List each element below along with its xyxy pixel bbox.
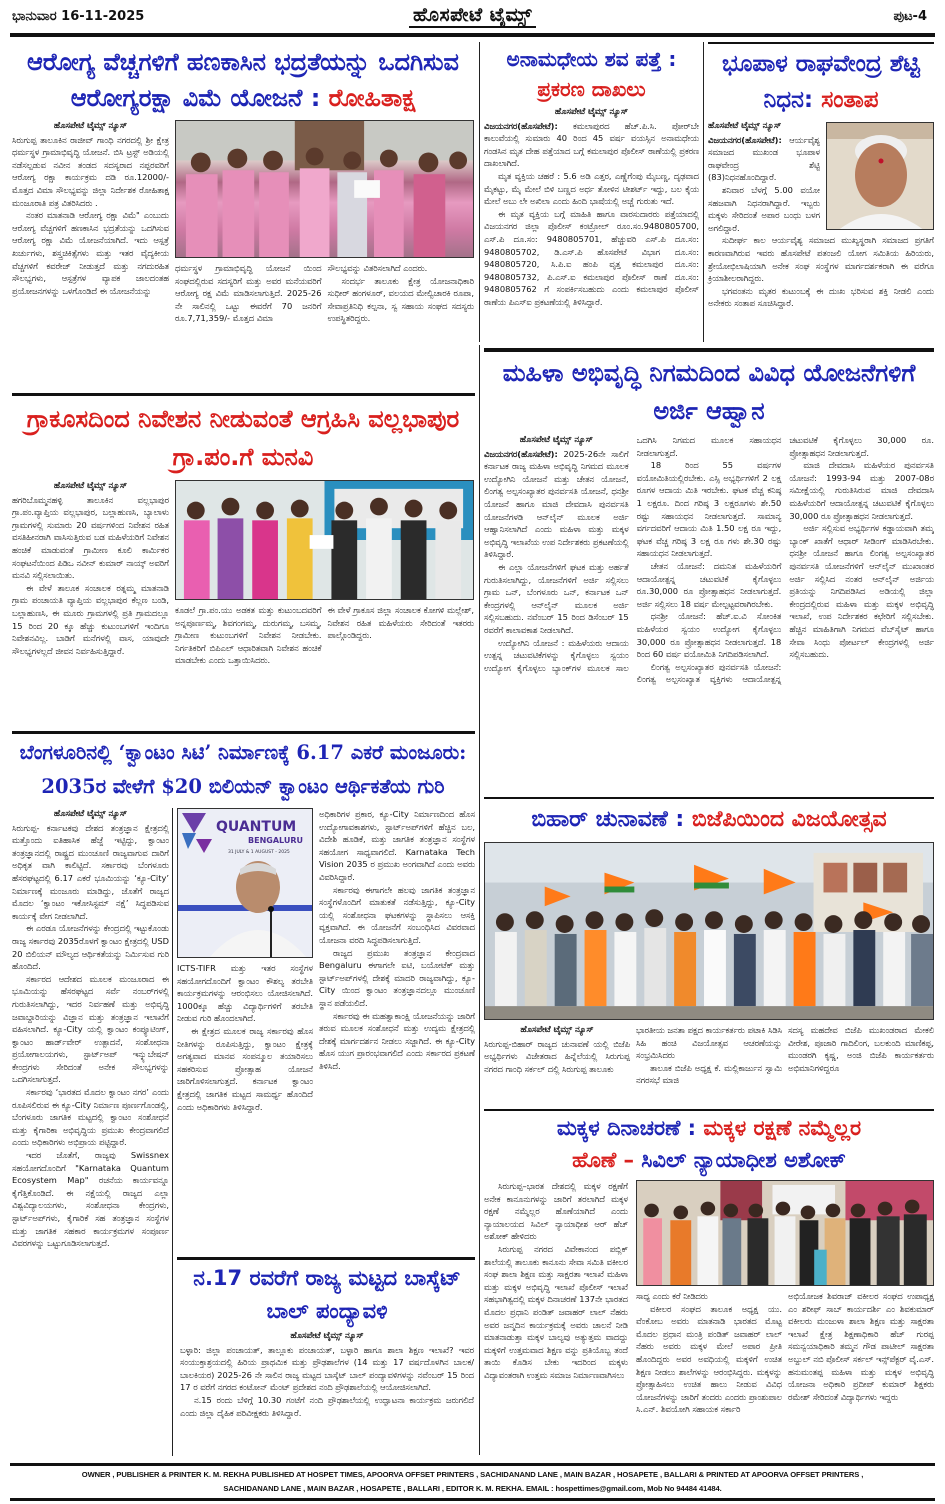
article-headline[interactable]: ಭೂಪಾಳ ರಾಘವೇಂದ್ರ ಶೆಟ್ಟಿ ನಿಧನ: ಸಂತಾಪ xyxy=(722,51,920,113)
article-headline[interactable]: ಮಕ್ಕಳ ದಿನಾಚರಣೆ : ಮಕ್ಕಳ ರಕ್ಷಣೆ ನಮ್ಮೆಲ್ಲರ ಹೊಣೆ – ಸಿವಿಲ್ ನ್ಯಾಯಾಧೀಶ ಅಶೋಕ್ xyxy=(556,1116,862,1172)
imprint-footer xyxy=(10,1463,935,1501)
article-headline[interactable]: ನ.17 ರವರೆಗೆ ರಾಜ್ಯ ಮಟ್ಟದ ಬಾಸ್ಕೆಟ್ ಬಾಲ್ ಪಂದ್ಯಾವಳಿ xyxy=(193,1266,461,1323)
column-divider xyxy=(479,42,480,342)
article-basketball xyxy=(180,1262,474,1419)
article-body: ಹೊಸಪೇಟೆ ಟೈಮ್ಸ್ ನ್ಯೂಸ್ ವಿಜಯನಗರ(ಹೊಸಪೇಟೆ): 2025-26ನೇ ಸಾಲಿಗೆ ಕರ್ನಾಟಕ ರಾಜ್ಯ ಮಹಿಳಾ ಅಭಿವೃದ್ಧಿ ನಿಗಮದ ಮೂಲಕ ಉದ್ಯೋಗಿನಿ ಯೋಜನೆ ಮತ್ತು ಚೇತನ ಯೋಜನೆ, ಲಿಂಗತ್ವ ಅಲ್ಪಸಂಖ್ಯಾತರ ಪುನರ್ವಸತಿ ಯೋಜನೆ, ಧನಶ್ರೀ ಯೋಜನೆ ಹಾಗೂ ಮಾಜಿ ದೇವದಾಸಿ ಪುನರ್ವಸತಿ ಯೋಜನೆಗಳಡಿ ಆನ್‌ಲೈನ್ ಮೂಲಕ ಅರ್ಜಿ ಆಹ್ವಾನಿಸಲಾಗಿದೆ ಎಂದು ಮಹಿಳಾ ಮತ್ತು ಮಕ್ಕಳ ಅಭಿವೃದ್ಧಿ ಇಲಾಖೆಯ ಉಪ ನಿರ್ದೇಶಕರು ಪ್ರಕಟಣೆಯಲ್ಲಿ ತಿಳಿಸಿದ್ದಾರೆ. ಈ ಎಲ್ಲಾ ಯೋಜನೆಗಳಿಗೆ ಘಟಕ ಮತ್ತು ಅರ್ಹತೆ ಗುರುತಿಸಲಾಗಿದ್ದು, ಯೋಜನೆಗಳಿಗೆ ಅರ್ಜಿ ಸಲ್ಲಿಸಲು ಗ್ರಾಮ ಒನ್, ಬೆಂಗಳೂರು ಒನ್, ಕರ್ನಾಟಕ ಒನ್ ಕೇಂದ್ರಗಳಲ್ಲಿ ಆನ್‌ಲೈನ್ ಮೂಲಕ ಅರ್ಜಿ ಸಲ್ಲಿಸಬಹುದು. ನವೆಂಬರ್ 15 ರಿಂದ ಡಿಸೆಂಬರ್ 15 ರವರೆಗೆ ಕಾಲಾವಕಾಶ ನೀಡಲಾಗಿದೆ. ಉದ್ಯೋಗಿನಿ ಯೋಜನೆ : ಮಹಿಳೆಯರು ಆದಾಯ ಉತ್ಪನ್ನ ಚಟುವಟಿಕೆಗಳನ್ನು ಕೈಗೊಳ್ಳಲು ಸ್ವಯಂ ಉದ್ಯೋಗ ಕೈಗೊಳ್ಳಲು ಬ್ಯಾಂಕ್‌ಗಳ ಮೂಲಕ ಸಾಲ ಒದಗಿಸಿ ನಿಗಮದ ಮೂಲಕ ಸಹಾಯಧನ ನೀಡಲಾಗುತ್ತದೆ. 18 ರಿಂದ 55 ವರ್ಷಗಳ ವಯೋಮಿತಿಯಲ್ಲಿರಬೇಕು. ಎಸ್ಸಿ ಅಭ್ಯರ್ಥಿಗಳಿಗೆ 2 ಲಕ್ಷ ರೂಗಳ ಆದಾಯ ಮಿತಿ ಇರಬೇಕು. ಘಟಕ ವೆಚ್ಚ ಕನಿಷ್ಠ 1 ಲಕ್ಷರೂ. ದಿಂದ ಗರಿಷ್ಠ 3 ಲಕ್ಷರೂಗಳು ಶೇ.50 ರಷ್ಟು ಸಹಾಯಧನ ನೀಡಲಾಗುತ್ತದೆ. ಸಾಮಾನ್ಯ ವರ್ಗದವರಿಗೆ ಆದಾಯ ಮಿತಿ 1.50 ಲಕ್ಷ ರೂ ಇದ್ದು, ಘಟಕ ವೆಚ್ಚ ಗರಿಷ್ಠ 3 ಲಕ್ಷ ರೂ ಗಳು ಶೇ.30 ರಷ್ಟು ಸಹಾಯಧನ ನೀಡಲಾಗುತ್ತದೆ. ಚೇತನ ಯೋಜನೆ: ದಮನಿತ ಮಹಿಳೆಯರಿಗೆ ಆದಾಯೋತ್ಪನ್ನ ಚಟುವಟಿಕೆ ಕೈಗೊಳ್ಳಲು ರೂ.30,000 ರೂ ಪ್ರೋತ್ಸಾಹಧನ ನೀಡಲಾಗುತ್ತದೆ. ಅರ್ಜಿ ಸಲ್ಲಿಸಲು 18 ವರ್ಷ ಮೇಲ್ಪಟ್ಟವರಾಗಿರಬೇಕು. ಧನಶ್ರೀ ಯೋಜನೆ: ಹೆಚ್.ಐ.ವಿ ಸೋಂಕಿತ ಮಹಿಳೆಯರ ಸ್ವಯಂ ಉದ್ಯೋಗ ಕೈಗೊಳ್ಳಲು 30,000 ರೂ ಪ್ರೋತ್ಸಾಹಧನ ನೀಡಲಾಗುತ್ತದೆ. 18 ರಿಂದ 60 ವರ್ಷ ವಯೋಮಿತಿ ನಿಗದಿಪಡಿಸಲಾಗಿದೆ. ಲಿಂಗತ್ವ ಅಲ್ಪಸಂಖ್ಯಾತರ ಪುನರ್ವಸತಿ ಯೋಜನೆ: ಲಿಂಗತ್ವ ಅಲ್ಪಸಂಖ್ಯಾತ ವ್ಯಕ್ತಿಗಳು ಆದಾಯೋತ್ಪನ್ನ ಚಟುವಟಿಕೆ ಕೈಗೊಳ್ಳಲು 30,000 ರೂ. ಪ್ರೋತ್ಸಾಹಧನ ನೀಡಲಾಗುತ್ತದೆ. ಮಾಜಿ ದೇವದಾಸಿ ಮಹಿಳೆಯರ ಪುನರ್ವಸತಿ ಯೋಜನೆ: 1993-94 ಮತ್ತು 2007-08ರ ಸಮೀಕ್ಷೆಯಲ್ಲಿ ಗುರುತಿಸಿರುವ ಮಾಜಿ ದೇವದಾಸಿ ಮಹಿಳೆಯರಿಗೆ ಆದಾಯೋತ್ಪನ್ನ ಚಟುವಟಿಕೆ ಕೈಗೊಳ್ಳಲು 30,000 ರೂ ಪ್ರೋತ್ಸಾಹಧನ ನೀಡಲಾಗುತ್ತದೆ. ಅರ್ಜಿ ಸಲ್ಲಿಸುವ ಅಭ್ಯರ್ಥಿಗಳ ಕಡ್ಡಾಯವಾಗಿ ತಮ್ಮ ಬ್ಯಾಂಕ್ ಖಾತೆಗೆ ಆಧಾರ್ ಸೀಡಿಂಗ್ ಮಾಡಿಸಿರಬೇಕು. ಧನಶ್ರೀ ಯೋಜನೆ ಹಾಗೂ ಲಿಂಗತ್ವ ಅಲ್ಪಸಂಖ್ಯಾತರ ಪುನರ್ವಸತಿ ಯೋಜನೆಗಳಿಗೆ ಆನ್‌ಲೈನ್ ಮುಖಾಂತರ ಅರ್ಜಿ ಸಲ್ಲಿಸಿದ ನಂತರ ಆನ್‌ಲೈನ್ ಅರ್ಜಿಯ ಪ್ರತಿಯನ್ನು ನಿಗದಿಪಡಿಸಿದ ಅಡಿಯಲ್ಲಿ ಜಿಲ್ಲಾ ಕೇಂದ್ರದಲ್ಲಿರುವ ಮಹಿಳಾ ಮತ್ತು ಮಕ್ಕಳ ಅಭಿವೃದ್ಧಿ ಇಲಾಖೆ, ಉಪ ನಿರ್ದೇಶಕರ ಕಛೇರಿಗೆ ಸಲ್ಲಿಸಬೇಕು. ಹೆಚ್ಚಿನ ಮಾಹಿತಿಗಾಗಿ ನಿಗಮದ ವೆಬ್‌ಸೈಟ್ ಹಾಗೂ ಸೇವಾ ಸಿಂಧು ಪೋರ್ಟಲ್ ಕೇಂದ್ರಗಳಲ್ಲಿ ಅರ್ಜಿ ಸಲ್ಲಿಸಬಹುದು. xyxy=(484,435,934,685)
byline: ಹೊಸಪೇಟೆ ಟೈಮ್ಸ್ ನ್ಯೂಸ್ xyxy=(708,121,782,131)
footer-rule xyxy=(10,1498,935,1501)
byline: ಹೊಸಪೇಟೆ ಟೈಮ್ಸ್ ನ್ಯೂಸ್ xyxy=(290,1331,364,1341)
article-body: ಹೊಸಪೇಟೆ ಟೈಮ್ಸ್ ನ್ಯೂಸ್ ಬಳ್ಳಾರಿ: ಜಿಲ್ಲಾ ಪಂಚಾಯತ್, ತಾಲ್ಲೂಕು ಪಂಚಾಯತ್, ಬಳ್ಳಾರಿ ಹಾಗೂ ಶಾಲಾ ಶಿಕ್ಷಣ ಇಲಾಖೆ? ಇವರ ಸಂಯುಕ್ತಾಶ್ರಯದಲ್ಲಿ ಹಿರಿಯ ಪ್ರಾಥಮಿಕ ಮತ್ತು ಪ್ರೌಢಶಾಲೆಗಳ (14 ಮತ್ತು 17 ವರ್ಷದೊಳಗಿನ ಬಾಲಕ/ಬಾಲಕಿಯರ) 2025-26 ನೇ ಸಾಲಿನ ರಾಜ್ಯ ಮಟ್ಟದ ಬಾಸ್ಕೆಟ್ ಬಾಲ್ ಪಂದ್ಯಾವಳಿಗಳನ್ನು ನವೆಂಬರ್ 15 ರಿಂದ 17 ರ ವರೆಗೆ ನಗರದ ಕಂಟೋನ್ ಮೆಂಟ್ ಪ್ರದೇಶದ ನಂದಿ ಪ್ರೌಢಶಾಲೆಯಲ್ಲಿ ಆಯೋಜಿಸಲಾಗಿದೆ. ನ.15 ರಂದು ಬೆಳಿಗ್ಗೆ 10.30 ಗಂಟೆಗೆ ನಂದಿ ಪ್ರೌಢಶಾಲೆಯಲ್ಲಿ ಉದ್ಘಾಟನಾ ಕಾರ್ಯಕ್ರಮ ಜರುಗಲಿದೆ ಎಂದು ಜಿಲ್ಲಾ ದೈಹಿಕ ಪರಿವೀಕ್ಷಕರು ತಿಳಿಸಿದ್ದಾರೆ. xyxy=(180,1331,474,1418)
article-body: ಹೊಸಪೇಟೆ ಟೈಮ್ಸ್ ನ್ಯೂಸ್ ವಿಜಯನಗರ(ಹೊಸಪೇಟೆ): ಆರ್ಯವೈಶ್ಯ ಸಮಾಜದ ಮುಖಂಡ ಭೂಪಾಳ ರಾಘವೇಂದ್ರ ಶೆಟ್ಟಿ (83)ನಿಧನಹೊಂದಿದ್ದಾರೆ. ಶನಿವಾರ ಬೆಳಗ್ಗೆ 5.00 ವಯೋ ಸಹಜವಾಗಿ ನಿಧನರಾಗಿದ್ದಾರೆ. ಇಬ್ಬರು ಮಕ್ಕಳು ಸೇರಿದಂತೆ ಅಪಾರ ಬಂಧು ಬಳಗ ಅಗಲಿದ್ದಾರೆ. ಸುದೀರ್ಘ ಕಾಲ ಆರ್ಯವೈಶ್ಯ ಸಮಾಜದ ಮುಖ್ಯಸ್ಥರಾಗಿ ಸಮಾಜದ ಪ್ರಗತಿಗೆ ಕಾರಣವಾಗಿರುವ ಇವರು ಹೊಸಪೇಟೆ ಪತಂಜಲಿ ಯೋಗ ಸಮಿತಿಯ ಹಿರಿಯರು, ಶ್ರೇಯೋಭಿಲಾಷಿಯಾಗಿ ಅನೇಕ ಸಂಘ ಸಂಸ್ಥೆಗಳ ಮಾರ್ಗದರ್ಶಕರಾಗಿ ಈ ವರೆಗೂ ಕ್ರಿಯಾಶೀಲರಾಗಿದ್ದರು. ಭಗವಂತನು ಮೃತರ ಕುಟುಂಬಕ್ಕೆ ಈ ದುಃಖ ಭರಿಸುವ ಶಕ್ತಿ ನೀಡಲಿ ಎಂದು ಅನೇಕರು ಸಂತಾಪ ಸೂಚಿಸಿದ್ದಾರೆ. xyxy=(708,121,934,309)
imprint-line-1: OWNER , PUBLISHER & PRINTER K. M. REKHA PUBLISHED AT HOSPET TIMES, APOORVA OFFSET PRINTERS , SACHIDANAND LANE , MAIN BAZAR , HOSAPETE , BALLARI & PRINTED AT APOORVA OFFSET PRINTERS , xyxy=(81,1470,864,1479)
section-rule xyxy=(177,1257,475,1260)
imprint-line-2: SACHIDANAND LANE , MAIN BAZAR , HOSAPETE , BALLARI , EDITOR K. M. REKHA. EMAIL : hospettimes@gmail.com, Mob No 94484 41484. xyxy=(223,1484,722,1493)
portrait-photo xyxy=(826,122,934,230)
article-body: ಹೊಸಪೇಟೆ ಟೈಮ್ಸ್ ನ್ಯೂಸ್ ಹಗರಿಬೊಮ್ಮನಹಳ್ಳಿ ತಾಲೂಕಿನ ವಲ್ಲಭಾಪುರ ಗ್ರಾ.ಪಂ.ವ್ಯಾಪ್ತಿಯ ವಲ್ಲಭಾಪುರ, ಬಲ್ಲಾಹುಣಸಿ, ಬ್ಯಾಲಾಳು ಗ್ರಾಮಗಳಲ್ಲಿ ಸುಮಾರು 20 ವರ್ಷಗಳಿಂದ ನಿವೇಶನ ರಹಿತ ವಸತಿಹೀನರಾಗಿ ವಾಸಿಸುತ್ತಿರುವ ಬಡ ಮಹಿಳೆಯರಿಗೆ ನಿವೇಶನ ಹಂಚಿಕೆ ಮಾಡುವಂತೆ ಗ್ರಾಮೀಣ ಕೂಲಿ ಕಾರ್ಮಿಕರ ಸಂಘಟನೆಯಿಂದ ಪಿಡಿಒ ನವೀನ್ ಕುಮಾರ್ ನಾಯ್ಕ್ ಅವರಿಗೆ ಮನವಿ ಸಲ್ಲಿಸಲಾಯಿತು. ಈ ವೇಳೆ ತಾಲೂಕ ಸಂಚಾಲಕ ರತ್ನಮ್ಮ ಮಾತನಾಡಿ ಗ್ರಾಮ ಪಂಚಾಯತಿ ವ್ಯಾಪ್ತಿಯ ವಲ್ಲಭಾಪುರ ಕೆಲ್ಲಣ ಬಂಡಿ, ಬಲ್ಲಾಹುಣಸಿ, ಈ ಮೂರು ಗ್ರಾಮಗಳಲ್ಲಿ ಪ್ರತಿ ಗ್ರಾಮದಲ್ಲೂ 15 ರಿಂದ 20 ಕ್ಕೂ ಹೆಚ್ಚು ಕುಟುಂಬಗಳಿಗೆ ಇಂದಿಗೂ ನಿವೇಶನವಿಲ್ಲ. ಬಾಡಿಗೆ ಮನೆಗಳಲ್ಲಿ ವಾಸ, ಯಾವುದೇ ಸೌಲಭ್ಯಗಳಲ್ಲದೆ ಜೀವನ ನಿರ್ವಹಿಸುತ್ತಿದ್ದಾರೆ. xyxy=(12,481,169,656)
newspaper-title: ಹೊಸಪೇಟೆ ಟೈಮ್ಸ್ xyxy=(0,4,945,26)
banner-title: QUANTUM xyxy=(216,819,297,835)
byline: ಹೊಸಪೇಟೆ ಟೈಮ್ಸ್ ನ್ಯೂಸ್ xyxy=(554,107,629,117)
byline: ಹೊಸಪೇಟೆ ಟೈಮ್ಸ್ ನ್ಯೂಸ್ xyxy=(519,435,593,445)
section-rule xyxy=(12,393,475,396)
article-quantum xyxy=(12,736,474,804)
article-bhupala xyxy=(708,40,934,310)
byline: ಹೊಸಪೇಟೆ ಟೈಮ್ಸ್ ನ್ಯೂಸ್ xyxy=(53,809,128,819)
page-number: ಪುಟ-4 xyxy=(893,9,927,24)
article-headline[interactable]: ಅನಾಮಧೇಯ ಶವ ಪತ್ತೆ : ಪ್ರಕರಣ ದಾಖಲು xyxy=(506,47,677,101)
section-rule xyxy=(484,348,934,352)
byline: ಹೊಸಪೇಟೆ ಟೈಮ್ಸ್ ನ್ಯೂಸ್ xyxy=(53,481,128,491)
article-arogya: ಆರೋಗ್ಯ ವೆಚ್ಚಗಳಿಗೆ ಹಣಕಾಸಿನ ಭದ್ರತೆಯನ್ನು ಒದಗಿಸುವ ಆರೋಗ್ಯರಕ್ಷಾ ವಿಮೆ ಯೋಜನೆ : ರೋಹಿತಾಕ್ಷ ಹೊಸಪೇಟೆ ಟೈಮ್ಸ್ ನ್ಯೂಸ್ ಸಿರುಗುಪ್ಪ ತಾಲೂಕಿನ ರಾಜೀವ್ ಗಾಂಧಿ ನಗರದಲ್ಲಿ ಶ್ರೀ ಕ್ಷೇತ್ರ ಧರ್ಮಸ್ಥಳ ಗ್ರಾಮಾಭಿವೃದ್ಧಿ ಯೋಜನೆ. ಬಿಸಿ ಟ್ರಸ್ಟ್ ಅಡಿಯಲ್ಲಿ ನಡೆಸಲ್ಪಡುವ ನವೀನ ತಂಡದ ಸದಸ್ಯರಾದ ನಪ್ಪರವರಿಗೆ ಆರೋಗ್ಯ ರಕ್ಷಾ ಕಾರ್ಯಕ್ರಮ ದಡಿ ರೂ.12000/- ಮೊತ್ತದ ವಿಮಾ ಸೌಲಭ್ಯವನ್ನು ಜಿಲ್ಲಾ ನಿರ್ದೇಶಕ ರೋಹಿತಾಕ್ಷ ಮಂಜೂರಾತಿ ಪತ್ರ ವಿತರಿಸಿದರು . ನಂತರ ಮಾತನಾಡಿ ಆರೋಗ್ಯ ರಕ್ಷಾ ವಿಮೆ" ಎಂಬುದು ಆರೋಗ್ಯ ವೆಚ್ಚಗಳಿಗೆ ಹಣಕಾಸಿನ ಭದ್ರತೆಯನ್ನು ಒದಗಿಸುವ ಆರೋಗ್ಯ ರಕ್ಷಾ ವಿಮೆ ಯೋಜನೆಯಾಗಿದೆ. ಇದು ಆಸ್ಪತ್ರೆ ಖರ್ಚುಗಳು, ಶಸ್ತ್ರಚಿಕಿತ್ಸೆಗಳು ಮತ್ತು ಇತರ ವೈದ್ಯಕೀಯ ವೆಚ್ಚಗಳಿಗೆ ಕವರೇಜ್ ನೀಡುತ್ತದೆ ಮತ್ತು ನಗದುರಹಿತ ಸೌಲಭ್ಯಗಳು, ಆಸ್ಪತ್ರೆಗಳ ವ್ಯಾಪಕ ಜಾಲದಂತಹ ಪ್ರಯೋಜನಗಳನ್ನು ಒಳಗೊಂಡಿದೆ ಈ ಯೋಜನೆಯನ್ನು ಧರ್ಮಸ್ಥಳ ಗ್ರಾಮಾಭಿವೃದ್ಧಿ ಯೋಜನೆ ಯಿಂದ ಸಂಘದಲ್ಲಿರುವ ಸದಸ್ಯರಿಗೆ ಮತ್ತು ಅವರ ಮನೆಯವರಿಗೆ ಆರೋಗ್ಯ ರಕ್ಷ ವಿಮೆ ಮಾಡಿಸಲಾಗುತ್ತಿದೆ. 2025-26 ನೇ ಸಾಲಿನಲ್ಲಿ ಒಟ್ಟು ಈವರೆಗೆ 70 ಜನರಿಗೆ ರೂ.7,71,359/- ಮೊತ್ತದ ವಿಮಾ ಸೌಲಭ್ಯವನ್ನು ವಿತರಿಸಲಾಗಿದೆ ಎಂದರು. ಸಂದರ್ಭ ತಾಲೂಕು ಕ್ಷೇತ್ರ ಯೋಜನಾಧಿಕಾರಿ ಸುಧೀರ್ ಹಂಗಳೂರ್, ವಲಯದ ಮೇಲ್ವಿಚಾರಕಿ ರೂಪಾ, ಸೇವಾಪ್ರತಿನಿಧಿ ಕಲ್ಪನಾ, ಸ್ವ ಸಹಾಯ ಸಂಘದ ಸದಸ್ಯರು ಉಪಸ್ಥಿತರಿದ್ದರು. xyxy=(12,40,474,390)
byline: ಹೊಸಪೇಟೆ ಟೈಮ್ಸ್ ನ್ಯೂಸ್ xyxy=(520,1025,594,1035)
section-rule xyxy=(484,797,934,799)
photo-women-group xyxy=(175,120,474,258)
photo-petition xyxy=(175,480,474,600)
article-bihar: ಬಿಹಾರ್ ಚುನಾವಣೆ : ಬಿಜೆಪಿಯಿಂದ ವಿಜಯೋತ್ಸವ ಹೊಸಪೇಟೆ ಟೈಮ್ಸ್ ನ್ಯೂಸ್ ಸಿರುಗುಪ್ಪ-ಬಿಹಾರ್ ರಾಜ್ಯದ ಚುನಾವಣೆ ಯಲ್ಲಿ ಬಿಜೆಪಿ ಅಭ್ಯರ್ಥಿಗಳು ವಿಜೇತರಾದ ಹಿನ್ನೆಲೆಯಲ್ಲಿ ಸಿರುಗುಪ್ಪ ನಗರದ ಗಾಂಧಿ ಸರ್ಕಲ್ ದಲ್ಲಿ ಸಿರುಗುಪ್ಪ ತಾಲೂಕು ಭಾರತೀಯ ಜನತಾ ಪಕ್ಷದ ಕಾರ್ಯಕರ್ತರು ಪಟಾಕಿ ಸಿಡಿಸಿ ಸಿಹಿ ಹಂಚಿ ವಿಜಯೋತ್ಸವ ಆಚರಣೆಯನ್ನು ಸಂಭ್ರಮಿಸಿದರು ತಾಲೂಕ ಬಿಜೆಪಿ ಅಧ್ಯಕ್ಷ ಕೆ. ಮಲ್ಲಿಕಾರ್ಜುನ ಸ್ವಾಮಿ ನಗರಸಭೆ ಮಾಜಿ ಸದಸ್ಯ ಮಹದೇವ ಬಿಜೆಪಿ ಮುಖಂಡರಾದ ಮೇಕಲಿ ವೀರೇಶ, ಪೂಜಾರಿ ಗಾದಿಲಿಂಗ, ಬಲಕುಂದಿ ಮಾಣಿಕಪ್ಪ, ಮುಂಡರಗಿ ಕೃಷ್ಣ, ಅಂಜಿ ಬಿಜೆಪಿ ಕಾರ್ಯಕರ್ತರು ಅಭಿಮಾನಿಗಳಿದ್ದರೂ xyxy=(484,802,934,1098)
article-mahila xyxy=(484,354,934,792)
column-divider xyxy=(703,42,704,342)
photo-childrens-day xyxy=(636,1180,934,1286)
issue-date: ಭಾನುವಾರ 16-11-2025 xyxy=(12,9,145,24)
article-childrens-day: ಮಕ್ಕಳ ದಿನಾಚರಣೆ : ಮಕ್ಕಳ ರಕ್ಷಣೆ ನಮ್ಮೆಲ್ಲರ ಹೊಣೆ – ಸಿವಿಲ್ ನ್ಯಾಯಾಧೀಶ ಅಶೋಕ್ ಸಿರುಗುಪ್ಪ–ಭಾರತ ದೇಶದಲ್ಲಿ ಮಕ್ಕಳ ರಕ್ಷಣೆಗೆ ಅನೇಕ ಕಾನೂನುಗಳನ್ನು ಜಾರಿಗೆ ತರಲಾಗಿದೆ ಮಕ್ಕಳ ರಕ್ಷಣೆ ನಮ್ಮೆಲ್ಲರ ಹೊಣೆಯಾಗಿದೆ ಎಂದು ನ್ಯಾಯಾಲಯದ ಸಿವಿಲ್ ನ್ಯಾಯಾಧೀಶ ಆರ್ ಹೆಚ್ ಅಶೋಕ್ ಹೇಳಿದರು ಸಿರುಗುಪ್ಪ ನಗರದ ವಿವೇಕಾನಂದ ಪಬ್ಲಿಕ್ ಶಾಲೆಯಲ್ಲಿ ತಾಲೂಕು ಕಾನೂನು ಸೇವಾ ಸಮಿತಿ ವಕೀಲರ ಸಂಘ ಶಾಲಾ ಶಿಕ್ಷಣ ಮತ್ತು ಸಾಕ್ಷರತಾ ಇಲಾಖೆ ಮಹಿಳಾ ಮತ್ತು ಮಕ್ಕಳ ಅಭಿವೃದ್ಧಿ ಇಲಾಖೆ ಪೊಲೀಸ್ ಇಲಾಖೆ ಸಹಭಾಗಿತ್ವದಲ್ಲಿ ಮಕ್ಕಳ ದಿನಾಚರಣೆ 137ನೇ ಭಾರತದ ಮೊದಲ ಪ್ರಧಾನಿ ಪಂಡಿತ್ ಜವಾಹರ್ ಲಾಲ್ ನೆಹರು ಅವರ ಜನ್ಮದಿನ ಕಾರ್ಯಕ್ರಮಕ್ಕೆ ಅವರು ಚಾಲನೆ ನೀಡಿ ಮಾತನಾಡುತ್ತಾ ಮಕ್ಕಳ ಬಾಲ್ಯವು ಅತ್ಯುತ್ತಮ ವಾದದ್ದು ಮಕ್ಕಳಿಗೆ ಉತ್ತಮವಾದ ಶಿಕ್ಷಣ ವನ್ನು ಪ್ರತಿಯೊಬ್ಬ ತಂದೆ ತಾಯಿ ಕೊಡಿಸ ಬೇಕು ಇದರಿಂದ ಮಕ್ಕಳು ವಿದ್ಯಾವಂತರಾಗಿ ಉತ್ತಮ ಸಮಾಜ ನಿರ್ಮಾಣವಾಗಿಸಲು ಸಾಧ್ಯ ಎಂದು ಕರೆ ನೀಡಿದರು ವಕೀಲರ ಸಂಘದ ತಾಲೂಕ ಅಧ್ಯಕ್ಷ ಯು. ವೆಂಕೋಬ ಅವರು ಮಾತನಾಡಿ ಭಾರತದ ಮೊಟ್ಟ ಮೊದಲ ಪ್ರಧಾನ ಮಂತ್ರಿ ಪಂಡಿತ್ ಜವಾಹರ್ ಲಾಲ್ ನೆಹರು ಅವರು ಮಕ್ಕಳ ಮೇಲೆ ಅಪಾರ ಪ್ರೀತಿ ಹೊಂದಿದ್ದರು ಅವರ ಅವಧಿಯಲ್ಲಿ ಮಕ್ಕಳಿಗೆ ಉಚಿತ ಶಿಕ್ಷಣ ನೀಡಲು ಶಾಲೆಗಳನ್ನು ಆರಂಭಿಸಿದ್ದರು. ಮಕ್ಕಳನ್ನು ಪ್ರೋತ್ಸಾಹಿಸಲು ಉಚಿತ ಹಾಲು ನೀಡುವ ವಿವಿಧ ಯೋಜನೆಗಳನ್ನು ಜಾರಿಗೆ ತಂದರು ಎಂದರು ಪ್ರಾಂಶುಪಾಲ ಸಿ.ಎನ್. ಶಿವಯೋಗಿ ಸಹಾಯಕ ಸರ್ಕಾರಿ ಅಭಿಯೋಜಕ ಶಿವರಾಜ್ ವಕೀಲರ ಸಂಘದ ಉಪಾಧ್ಯಕ್ಷ ಎಂ ಶರೀಫ್ ಸಾಬ್ ಕಾರ್ಯದರ್ಶಿ ಎಂ ಶಿವಕುಮಾರ್ ವಕೀಲರು ಮಂಜುಳಾ ಶಾಲಾ ಶಿಕ್ಷಣ ಮತ್ತು ಸಾಕ್ಷರತಾ ಇಲಾಖೆ ಕ್ಷೇತ್ರ ಶಿಕ್ಷಣಾಧಿಕಾರಿ ಹೆಚ್ ಗುರಪ್ಪ ಸಮನ್ವಯಾಧಿಕಾರಿ ತಮ್ಮನ ಗೌಡ ಪಾಟೀಲ್ ಸಾಕ್ಷರತಾ ಅಬ್ದುಲ್ ನಬಿ ಪೊಲೀಸ್ ಸರ್ಕಲ್ ಇನ್ಸ್‌ಪೆಕ್ಟರ್ ವೈ.ಎಸ್. ಹನುಮಂತಪ್ಪ ಮಹಿಳಾ ಮತ್ತು ಮಕ್ಕಳ ಅಭಿವೃದ್ಧಿ ಯೋಜನಾ ಅಧಿಕಾರಿ ಪ್ರದೀಪ್ ಕುಮಾರ್ ಶಿಕ್ಷಕರು ರಮೇಶ್ ಸೇರಿದಂತೆ ವಿದ್ಯಾರ್ಥಿಗಳು ಇದ್ದರು xyxy=(484,1112,934,1456)
article-body: ಹೊಸಪೇಟೆ ಟೈಮ್ಸ್ ನ್ಯೂಸ್ ಸಿರುಗುಪ್ಪ ತಾಲೂಕಿನ ರಾಜೀವ್ ಗಾಂಧಿ ನಗರದಲ್ಲಿ ಶ್ರೀ ಕ್ಷೇತ್ರ ಧರ್ಮಸ್ಥಳ ಗ್ರಾಮಾಭಿವೃದ್ಧಿ ಯೋಜನೆ. ಬಿಸಿ ಟ್ರಸ್ಟ್ ಅಡಿಯಲ್ಲಿ ನಡೆಸಲ್ಪಡುವ ನವೀನ ತಂಡದ ಸದಸ್ಯರಾದ ನಪ್ಪರವರಿಗೆ ಆರೋಗ್ಯ ರಕ್ಷಾ ಕಾರ್ಯಕ್ರಮ ದಡಿ ರೂ.12000/- ಮೊತ್ತದ ವಿಮಾ ಸೌಲಭ್ಯವನ್ನು ಜಿಲ್ಲಾ ನಿರ್ದೇಶಕ ರೋಹಿತಾಕ್ಷ ಮಂಜೂರಾತಿ ಪತ್ರ ವಿತರಿಸಿದರು . ನಂತರ ಮಾತನಾಡಿ ಆರೋಗ್ಯ ರಕ್ಷಾ ವಿಮೆ" ಎಂಬುದು ಆರೋಗ್ಯ ವೆಚ್ಚಗಳಿಗೆ ಹಣಕಾಸಿನ ಭದ್ರತೆಯನ್ನು ಒದಗಿಸುವ ಆರೋಗ್ಯ ರಕ್ಷಾ ವಿಮೆ ಯೋಜನೆಯಾಗಿದೆ. ಇದು ಆಸ್ಪತ್ರೆ ಖರ್ಚುಗಳು, ಶಸ್ತ್ರಚಿಕಿತ್ಸೆಗಳು ಮತ್ತು ಇತರ ವೈದ್ಯಕೀಯ ವೆಚ್ಚಗಳಿಗೆ ಕವರೇಜ್ ನೀಡುತ್ತದೆ ಮತ್ತು ನಗದುರಹಿತ ಸೌಲಭ್ಯಗಳು, ಆಸ್ಪತ್ರೆಗಳ ವ್ಯಾಪಕ ಜಾಲದಂತಹ ಪ್ರಯೋಜನಗಳನ್ನು ಒಳಗೊಂಡಿದೆ ಈ ಯೋಜನೆಯನ್ನು xyxy=(12,121,169,296)
photo-quantum-event xyxy=(177,808,313,958)
banner-subtitle: BENGALURU xyxy=(248,836,303,845)
masthead-rule xyxy=(10,33,935,37)
article-body: ಹೊಸಪೇಟೆ ಟೈಮ್ಸ್ ನ್ಯೂಸ್ ವಿಜಯನಗರ(ಹೊಸಪೇಟೆ): ಕಮಲಾಪುರದ ಹೆಚ್.ಪಿ.ಸಿ. ಪೋರ್‌ಬೇ ಕಾಲುವೆಯಲ್ಲಿ ಸುಮಾರು 40 ರಿಂದ 45 ವರ್ಷ ವಯಸ್ಸಿನ ಅನಾಮಧೇಯ ಗಂಡಸಿನ ಮೃತ ದೇಹ ಪತ್ತೆಯಾದ ಬಗ್ಗೆ ಕಮಲಾಪುರ ಪೊಲೀಸ್ ಠಾಣೆಯಲ್ಲಿ ಪ್ರಕರಣ ದಾಖಲಾಗಿದೆ. ಮೃತ ವ್ಯಕ್ತಿಯ ಚಹರೆ : 5.6 ಅಡಿ ಎತ್ತರ, ಎಣ್ಣೆಗೆಂಪು ಮೈಬಣ್ಣ, ದೃಢವಾದ ಮೈಕಟ್ಟು, ಮೈ ಮೇಲೆ ಬಿಳಿ ಬಣ್ಣದ ಅರ್ಧ ತೋಳಿನ ಟೀಶರ್ಟ್ ಇದ್ದು, ಬಲ ಕೈಯ ಮೇಲೆ ಅಬು ಲೇ ಅಖಿಲಾ ಎಂದು ಹಿಂದಿ ಭಾಷೆಯಲ್ಲಿ ಅಚ್ಚೆ ಗುರುತು ಇದೆ. ಈ ಮೃತ ವ್ಯಕ್ತಿಯ ಬಗ್ಗೆ ಮಾಹಿತಿ ಹಾಗೂ ವಾರಸುದಾರರು ಪತ್ತೆಯಾದಲ್ಲಿ ವಿಜಯನಗರ ಜಿಲ್ಲಾ ಪೊಲೀಸ್ ಕಂಟ್ರೋಲ್ ರೂಂ.ಸಂ.9480805700, ಎಸ್.ಪಿ ದೂ.ಸಂ: 9480805701, ಹೆಚ್ಚುವರಿ ಎಸ್.ಪಿ ದೂ.ಸಂ: 9480805702, ಡಿ.ಎಸ್.ಪಿ ಹೊಸಪೇಟೆ ವಿಭಾಗ ದೂ.ಸಂ: 9480805720, ಸಿ.ಪಿ.ಐ ಹಂಪಿ ವೃತ್ತ ಕಮಲಾಪುರ ದೂ.ಸಂ: 9480805732, ಪಿ.ಎಸ್.ಐ ಕಮಲಾಪುರ ಪೊಲೀಸ್ ಠಾಣೆ ದೂ.ಸಂ: 9480805762 ಗೆ ಸಂಪರ್ಕಿಸಬಹುದು ಎಂದು ಕಮಲಾಪುರ ಪೊಲೀಸ್ ಠಾಣೆಯ ಪಿಎಸ್‌ಐ ಪ್ರಕಟಣೆಯಲ್ಲಿ ತಿಳಿಸಿದ್ದಾರೆ. xyxy=(484,107,700,307)
article-headline[interactable]: ಬಿಹಾರ್ ಚುನಾವಣೆ : ಬಿಜೆಪಿಯಿಂದ ವಿಜಯೋತ್ಸವ xyxy=(531,807,887,832)
article-grakusa: ಗ್ರಾಕೂಸದಿಂದ ನಿವೇಶನ ನೀಡುವಂತೆ ಆಗ್ರಹಿಸಿ ವಲ್ಲಭಾಪುರ ಗ್ರಾ.ಪಂ.ಗೆ ಮನವಿ ಹೊಸಪೇಟೆ ಟೈಮ್ಸ್ ನ್ಯೂಸ್ ಹಗರಿಬೊಮ್ಮನಹಳ್ಳಿ ತಾಲೂಕಿನ ವಲ್ಲಭಾಪುರ ಗ್ರಾ.ಪಂ.ವ್ಯಾಪ್ತಿಯ ವಲ್ಲಭಾಪುರ, ಬಲ್ಲಾಹುಣಸಿ, ಬ್ಯಾಲಾಳು ಗ್ರಾಮಗಳಲ್ಲಿ ಸುಮಾರು 20 ವರ್ಷಗಳಿಂದ ನಿವೇಶನ ರಹಿತ ವಸತಿಹೀನರಾಗಿ ವಾಸಿಸುತ್ತಿರುವ ಬಡ ಮಹಿಳೆಯರಿಗೆ ನಿವೇಶನ ಹಂಚಿಕೆ ಮಾಡುವಂತೆ ಗ್ರಾಮೀಣ ಕೂಲಿ ಕಾರ್ಮಿಕರ ಸಂಘಟನೆಯಿಂದ ಪಿಡಿಒ ನವೀನ್ ಕುಮಾರ್ ನಾಯ್ಕ್ ಅವರಿಗೆ ಮನವಿ ಸಲ್ಲಿಸಲಾಯಿತು. ಈ ವೇಳೆ ತಾಲೂಕ ಸಂಚಾಲಕ ರತ್ನಮ್ಮ ಮಾತನಾಡಿ ಗ್ರಾಮ ಪಂಚಾಯತಿ ವ್ಯಾಪ್ತಿಯ ವಲ್ಲಭಾಪುರ ಕೆಲ್ಲಣ ಬಂಡಿ, ಬಲ್ಲಾಹುಣಸಿ, ಈ ಮೂರು ಗ್ರಾಮಗಳಲ್ಲಿ ಪ್ರತಿ ಗ್ರಾಮದಲ್ಲೂ 15 ರಿಂದ 20 ಕ್ಕೂ ಹೆಚ್ಚು ಕುಟುಂಬಗಳಿಗೆ ಇಂದಿಗೂ ನಿವೇಶನವಿಲ್ಲ. ಬಾಡಿಗೆ ಮನೆಗಳಲ್ಲಿ ವಾಸ, ಯಾವುದೇ ಸೌಲಭ್ಯಗಳಲ್ಲದೆ ಜೀವನ ನಿರ್ವಹಿಸುತ್ತಿದ್ದಾರೆ. ಕೂಡಲೆ ಗ್ರಾ.ಪಂ.ಯು ಅಡಕತ ಮತ್ತು ಕುಟುಂಬದವರಿಗೆ ಅನ್ನಪೂರ್ಣಮ್ಮ, ಶಿವಗಂಗಮ್ಮ, ದುರುಗಮ್ಮ, ಬಸಮ್ಮ, ಗ್ರಾಮೀಣ ಕುಟುಂಬಗಳಿಗೆ ನಿವೇಶನ ನೀಡಬೇಕು. ನಿರ್ಗತಿಕರಿಗೆ ಬಿಪಿಎಲ್ ಆಧಾರಿತವಾಗಿ ನಿವೇಶನ ಹಂಚಿಕೆ ಮಾಡಬೇಕು ಎಂದು ಒತ್ತಾಯಿಸಿದರು. ಈ ವೇಳೆ ಗ್ರಾಕೂಸ ಜಿಲ್ಲಾ ಸಂಚಾಲಕ ಕೋಗಳಿ ಮಲ್ಲೇಶ್, ನಿವೇಶನ ರಹಿತ ಮಹಿಳೆಯರು ಸೇರಿದಂತೆ ಇತರರು ಪಾಲ್ಗೊಂಡಿದ್ದರು. xyxy=(12,398,474,728)
quantum-col-1 xyxy=(12,808,169,1456)
article-anamadheya xyxy=(484,40,699,309)
photo-bjp-celebration xyxy=(484,842,934,1020)
article-headline[interactable]: ಮಹಿಳಾ ಅಭಿವೃದ್ಧಿ ನಿಗಮದಿಂದ ವಿವಿಧ ಯೋಜನೆಗಳಿಗೆ ಅರ್ಜಿ ಆಹ್ವಾನ xyxy=(502,359,916,425)
column-divider xyxy=(479,345,480,1455)
section-rule xyxy=(12,731,475,734)
article-body: ಹೊಸಪೇಟೆ ಟೈಮ್ಸ್ ನ್ಯೂಸ್ ಸಿರುಗುಪ್ಪ- ಕರ್ನಾಟಕವು ದೇಶದ ತಂತ್ರಜ್ಞಾನ ಕ್ಷೇತ್ರದಲ್ಲಿ ಮತ್ತೊಂದು ಐತಿಹಾಸಿಕ ಹೆಜ್ಜೆ ಇಟ್ಟಿದ್ದು, ಕ್ವಾಂಟಂ ತಂತ್ರಜ್ಞಾನದಲ್ಲಿ ರಾಷ್ಟ್ರದ ಮುಂಚೂಣಿ ರಾಜ್ಯವಾಗುವ ದಾರಿಗೆ ಅಧಿಕೃತ ವಾಗಿ ಕಾಲಿಟ್ಟಿದೆ. ಸರ್ಕಾರವು ಬೆಂಗಳೂರು ಹೆಸರಘಟ್ಟದಲ್ಲಿ 6.17 ಎಕರೆ ಭೂಮಿಯನ್ನು ‘ಕ್ಯೂ-City’ ನಿರ್ಮಾಣಕ್ಕೆ ಮಂಜೂರು ಮಾಡಿದ್ದು, ಜೊತೆಗೆ ರಾಜ್ಯದ ಮೊದಲ ‘ಕ್ವಾಂಟಂ ಇಕೋಸಿಸ್ಟಮ್ ನಕ್ಷೆ’ ಸಿದ್ಧಪಡಿಸುವ ಕಾರ್ಯಕ್ಕೆ ವೇಗ ನೀಡಲಾಗಿದೆ. ಈ ಎರಡೂ ಯೋಜನೆಗಳನ್ನು ಕೇಂದ್ರದಲ್ಲಿ ಇಟ್ಟುಕೊಂಡು ರಾಜ್ಯ ಸರ್ಕಾರವು 2035ರೊಳಗೆ ಕ್ವಾಂಟಂ ಕ್ಷೇತ್ರದಲ್ಲಿ USD 20 ಬಿಲಿಯನ್ ಮೌಲ್ಯದ ಆರ್ಥಿಕತೆಯನ್ನು ನಿರ್ಮಿಸುವ ಗುರಿ ಹೊಂದಿದೆ. ಸರ್ಕಾರದ ಆದೇಶದ ಮೂಲಕ ಮಂಜೂರಾದ ಈ ಭೂಮಿಯನ್ನು ಹೆಸರಘಟ್ಟದ ಸರ್ವೆ ನಂಬರ್‌ಗಳಲ್ಲಿ ಗುರುತಿಸಲಾಗಿದ್ದು, ಇದರ ನಿರ್ವಹಣೆ ಮತ್ತು ಅಭಿವೃದ್ಧಿ ಜವಾಬ್ದಾರಿಯನ್ನು ವಿಜ್ಞಾನ ಮತ್ತು ತಂತ್ರಜ್ಞಾನ ಇಲಾಖೆಗೆ ವಹಿಸಲಾಗಿದೆ. ಕ್ಯೂ-City ಯಲ್ಲಿ ಕ್ವಾಂಟಂ ಕಂಪ್ಯೂಟಿಂಗ್, ಕ್ವಾಂಟಂ ಹಾರ್ಡ್‌ವೇರ್ ಉತ್ಪಾದನೆ, ಸಂಶೋಧನಾ ಪ್ರಯೋಗಾಲಯಗಳು, ಸ್ಟಾರ್ಟ್‌ಅಪ್ ಇನ್ಕ್ಯುಬೇಷನ್ ಕೇಂದ್ರಗಳು ಸೇರಿದಂತೆ ಅನೇಕ ಸೌಲಭ್ಯಗಳನ್ನು ಒದಗಿಸಲಾಗುತ್ತದೆ. ಸರ್ಕಾರವು ‘ಭಾರತದ ಮೊದಲ ಕ್ವಾಂಟಂ ನಗರ’ ಎಂದು ರೂಪಿಸಲಿರುವ ಈ ಕ್ಯೂ-City ನಿರ್ಮಾಣ ಪೂರ್ಣಗೊಂಡಲ್ಲಿ, ಬೆಂಗಳೂರು ಜಾಗತಿಕ ಮಟ್ಟದಲ್ಲಿ ಕ್ವಾಂಟಂ ಸಂಶೋಧನೆ ಮತ್ತು ಕೈಗಾರಿಕಾ ಅಭಿವೃದ್ಧಿಯ ಪ್ರಮುಖ ಕೇಂದ್ರವಾಗಲಿದೆ ಎಂದು ಅಧಿಕಾರಿಗಳು ಅಭಿಪ್ರಾಯ ಪಟ್ಟಿದ್ದಾರೆ. ಇದರ ಜೊತೆಗೆ, ರಾಜ್ಯವು Swissnex ಸಹಯೋಗದೊಂದಿಗೆ "Karnataka Quantum Ecosystem Map" ರಚನೆಯ ಕಾರ್ಯವನ್ನೂ ಕೈಗೆತ್ತಿಕೊಂಡಿದೆ. ಈ ನಕ್ಷೆಯಲ್ಲಿ ರಾಜ್ಯದ ಎಲ್ಲಾ ವಿಶ್ವವಿದ್ಯಾಲಯಗಳು, ಸಂಶೋಧನಾ ಕೇಂದ್ರಗಳು, ಸ್ಟಾರ್ಟ್‌ಅಪ್‌ಗಳು, ಕೈಗಾರಿಕೆ ಸಹ ತಂತ್ರಜ್ಞಾನ ಸಂಸ್ಥೆಗಳ ಮತ್ತು ಜಾಗತಿಕ ಸಹಕಾರ ಕಾರ್ಯಕ್ರಮಗಳ ಸಂಪೂರ್ಣ ವಿವರಗಳನ್ನು ಒಟ್ಟುಗೂಡಿಸಲಾಗುತ್ತದೆ. xyxy=(12,809,169,1249)
article-headline[interactable]: ಗ್ರಾಕೂಸದಿಂದ ನಿವೇಶನ ನೀಡುವಂತೆ ಆಗ್ರಹಿಸಿ ವಲ್ಲಭಾಪುರ ಗ್ರಾ.ಪಂ.ಗೆ ಮನವಿ xyxy=(26,405,460,471)
column-divider xyxy=(172,808,173,1456)
section-rule xyxy=(708,42,934,44)
quantum-col-2: QUANTUM BENGALURU 31 JULY & 1 AUGUST - 2025 ICTS-TIFR ಮತ್ತು ಇತರ ಸಂಸ್ಥೆಗಳ ಸಹಯೋಗದೊಂದಿಗೆ ಕ್ವಾಂಟಂ ಕೌಶಲ್ಯ ತರಬೇತಿ ಕಾರ್ಯಕ್ರಮಗಳನ್ನು ಆರಂಭಿಸಲು ಯೋಜಿಸಲಾಗಿದೆ. 1000ಕ್ಕೂ ಹೆಚ್ಚು ವಿದ್ಯಾರ್ಥಿಗಳಿಗೆ ತರಬೇತಿ ನೀಡುವ ಗುರಿ ಹೊಂದಲಾಗಿದೆ. ಈ ಕ್ಷೇತ್ರದ ಮೂಲಕ ರಾಜ್ಯ ಸರ್ಕಾರವು ಹೊಸ ನೀತಿಗಳನ್ನು ರೂಪಿಸುತ್ತಿದ್ದು, ಕ್ವಾಂಟಂ ಕ್ಷೇತ್ರಕ್ಕೆ ಅಗತ್ಯವಾದ ಮಾನವ ಸಂಪನ್ಮೂಲ ತಯಾರಿಸಲು ಸಹಕರಿಸುವ ಪ್ರೋತ್ಸಾಹ ಯೋಜನೆ ಜಾರಿಗೊಳಿಸಲಾಗುತ್ತದೆ. ಕರ್ನಾಟಕ ಕ್ವಾಂಟಂ ಕ್ಷೇತ್ರದಲ್ಲಿ ಜಾಗತಿಕ ಮಟ್ಟದ ಸಾಮರ್ಥ್ಯ ಹೊಂದಿದೆ ಎಂದು ಅಧಿಕಾರಿಗಳು ತಿಳಿಸಿದ್ದಾರೆ. ಅಧಿಕಾರಿಗಳ ಪ್ರಕಾರ, ಕ್ಯೂ-City ನಿರ್ಮಾಣದಿಂದ ಹೊಸ ಉದ್ಯೋಗಾವಕಾಶಗಳು, ಸ್ಟಾರ್ಟ್‌ಅಪ್‌ಗಳಿಗೆ ಹೆಚ್ಚಿನ ಬಲ, ವಿದೇಶಿ ಹೂಡಿಕೆ, ಮತ್ತು ಜಾಗತಿಕ ತಂತ್ರಜ್ಞಾನ ಸಂಸ್ಥೆಗಳ ಸಹಯೋಗ ಸಾಧ್ಯವಾಗಲಿದೆ. Karnataka Tech Vision 2035 ರ ಪ್ರಮುಖ ಅಂಗವಾಗಿದೆ ಎಂದು ಅವರು ವಿವರಿಸಿದ್ದಾರೆ. ಸರ್ಕಾರವು ಈಗಾಗಲೇ ಹಲವು ಜಾಗತಿಕ ತಂತ್ರಜ್ಞಾನ ಸಂಸ್ಥೆಗಳೊಂದಿಗೆ ಮಾತುಕತೆ ನಡೆಸುತ್ತಿದ್ದು, ಕ್ಯೂ-City ಯಲ್ಲಿ ಸಂಶೋಧನಾ ಘಟಕಗಳನ್ನು ಸ್ಥಾಪಿಸಲು ಆಸಕ್ತಿ ವ್ಯಕ್ತವಾಗಿದೆ. ಈ ಯೋಜನೆಗೆ ಸಂಬಂಧಿಸಿದ ವಿವರವಾದ ಯೋಜನಾ ವರದಿ ಸಿದ್ಧಪಡಿಸಲಾಗುತ್ತಿದೆ. ರಾಜ್ಯದ ಪ್ರಮುಖ ತಂತ್ರಜ್ಞಾನ ಕೇಂದ್ರವಾದ Bengaluru ಈಗಾಗಲೇ ಐಟಿ, ಬಯೋಟೆಕ್ ಮತ್ತು ಸ್ಟಾರ್ಟ್‌ಅಪ್‌ಗಳಲ್ಲಿ ದೇಶಕ್ಕೆ ಮಾದರಿ ರಾಜ್ಯವಾಗಿದ್ದು, ಕ್ಯೂ-City ಯಿಂದ ಕ್ವಾಂಟಂ ತಂತ್ರಜ್ಞಾನದಲ್ಲೂ ಮುಂಚೂಣಿ ಸ್ಥಾನ ಪಡೆಯಲಿದೆ. ಸರ್ಕಾರವು ಈ ಮಹತ್ವಾಕಾಂಕ್ಷಿ ಯೋಜನೆಯನ್ನು ಜಾರಿಗೆ ತರುವ ಮೂಲಕ ಸಂಶೋಧನೆ ಮತ್ತು ಉದ್ಯಮ ಕ್ಷೇತ್ರದಲ್ಲಿ ದೇಶಕ್ಕೆ ಮಾರ್ಗದರ್ಶನ ನೀಡಲು ಸಜ್ಜಾಗಿದೆ. ಈ ಕ್ಯೂ-City ಹೊಸ ಯುಗ ಪ್ರಾರಂಭವಾಗಲಿದೆ ಎಂದು ಸರ್ಕಾರದ ಪ್ರಕಟಣೆ ತಿಳಿಸಿದೆ. xyxy=(177,809,475,1112)
banner-dates: 31 JULY & 1 AUGUST - 2025 xyxy=(228,850,290,855)
article-headline[interactable]: ಬೆಂಗಳೂರಿನಲ್ಲಿ ‘ಕ್ವಾಂಟಂ ಸಿಟಿ’ ನಿರ್ಮಾಣಕ್ಕೆ 6.17 ಎಕರೆ ಮಂಜೂರು: 2035ರ ವೇಳೆಗೆ $20 ಬಿಲಿಯನ್ ಕ್ವಾಂಟಂ ಆರ್ಥಿಕತೆಯ ಗುರಿ xyxy=(19,741,467,798)
byline: ಹೊಸಪೇಟೆ ಟೈಮ್ಸ್ ನ್ಯೂಸ್ xyxy=(53,121,128,131)
article-headline[interactable]: ಆರೋಗ್ಯ ವೆಚ್ಚಗಳಿಗೆ ಹಣಕಾಸಿನ ಭದ್ರತೆಯನ್ನು ಒದಗಿಸುವ ಆರೋಗ್ಯರಕ್ಷಾ ವಿಮೆ ಯೋಜನೆ : ರೋಹಿತಾಕ್ಷ xyxy=(27,48,459,112)
section-rule xyxy=(484,1109,934,1111)
